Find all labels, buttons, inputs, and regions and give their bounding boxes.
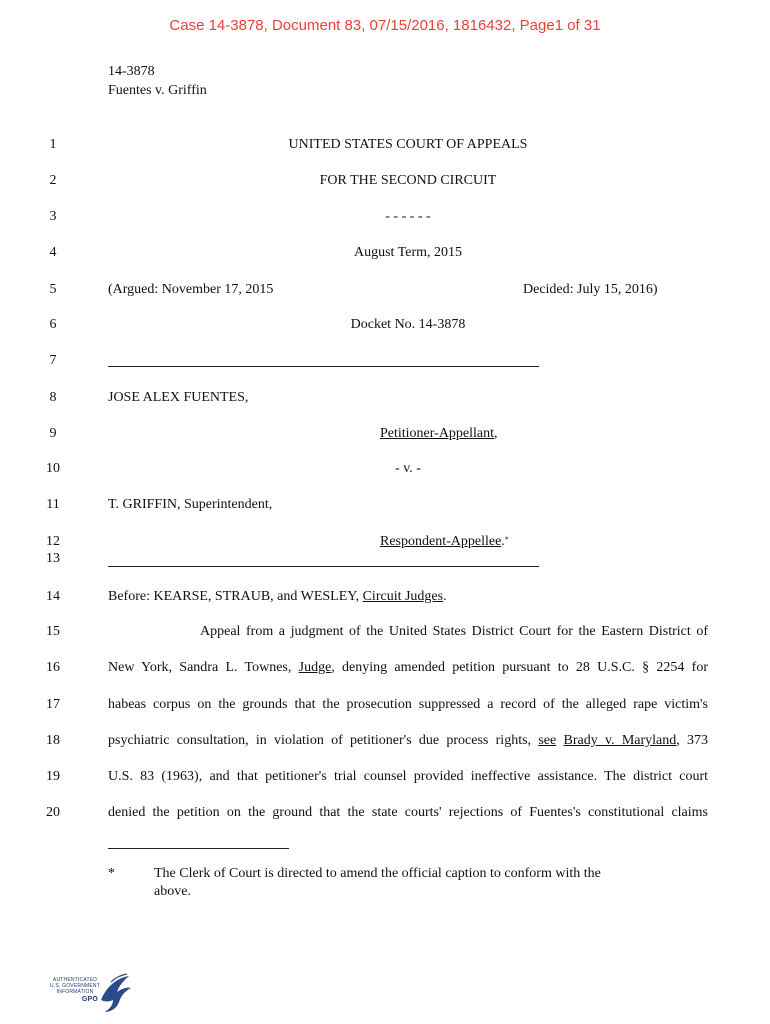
petitioner-role-label: Petitioner-Appellant <box>380 426 495 441</box>
line-number: 7 <box>49 353 57 368</box>
line-number: 11 <box>46 497 60 512</box>
court-name: UNITED STATES COURT OF APPEALS <box>288 137 528 152</box>
line-number: 2 <box>49 173 57 188</box>
docket-number: Docket No. 14-3878 <box>350 317 466 332</box>
body-line-16-a: New York, Sandra L. Townes, <box>108 660 299 675</box>
seal-line-4: GPO <box>81 996 99 1003</box>
brady-citation: Brady v. Maryland <box>563 733 677 748</box>
court-circuit: FOR THE SECOND CIRCUIT <box>319 173 497 188</box>
petitioner-role-punct: , <box>494 426 498 441</box>
line-number: 19 <box>46 769 60 784</box>
line-number: 16 <box>46 660 60 675</box>
panel-suffix: . <box>443 589 447 604</box>
footnote-rule <box>108 848 289 849</box>
see-signal: see <box>538 733 557 748</box>
body-line-16 <box>108 660 708 676</box>
line-number: 9 <box>49 426 57 441</box>
line-number: 3 <box>49 209 57 224</box>
panel-judges-label: Circuit Judges <box>362 589 444 604</box>
case-header-stamp: Case 14-3878, Document 83, 07/15/2016, 1816432, Page1 of 31 <box>169 17 601 34</box>
body-line-18-b: , 373 <box>676 733 709 748</box>
caption-top-rule <box>108 366 539 367</box>
respondent-role <box>380 534 509 550</box>
body-line-18 <box>108 733 708 749</box>
respondent-role-label: Respondent-Appellee <box>380 534 502 549</box>
petitioner-role <box>380 426 498 442</box>
line-number: 4 <box>49 245 57 260</box>
line-number: 6 <box>49 317 57 332</box>
line-number: 12 <box>46 534 60 549</box>
body-line-17: habeas corpus on the grounds that the prosecution suppressed a record of the alleged rape victim's <box>108 697 708 712</box>
caption-docket: 14-3878 <box>108 64 155 79</box>
heading-separator: - - - - - - <box>385 209 431 224</box>
footnote-line-2: above. <box>154 884 191 899</box>
caption-bottom-rule <box>108 566 539 567</box>
panel-prefix: Before: KEARSE, STRAUB, and WESLEY, <box>108 589 363 604</box>
gpo-authentication-seal <box>45 972 135 1016</box>
line-number: 14 <box>46 589 60 604</box>
court-term: August Term, 2015 <box>353 245 463 260</box>
line-number: 17 <box>46 697 60 712</box>
judge-label: Judge <box>298 660 332 675</box>
line-number: 20 <box>46 805 60 820</box>
panel-line <box>108 589 447 605</box>
body-line-15: Appeal from a judgment of the United States District Court for the Eastern District of <box>200 624 708 639</box>
line-number: 5 <box>49 282 57 297</box>
gpo-eagle-icon <box>97 972 133 1014</box>
respondent-name: T. GRIFFIN, Superintendent, <box>108 497 273 512</box>
body-line-20: denied the petition on the ground that the state courts' rejections of Fuentes's constitutional claims <box>108 805 708 820</box>
line-number: 15 <box>46 624 60 639</box>
footnote-reference: * <box>504 535 509 544</box>
line-number: 10 <box>46 461 60 476</box>
respondent-role-punct: . <box>501 534 505 549</box>
body-line-19: U.S. 83 (1963), and that petitioner's trial counsel provided ineffective assistance. The district court <box>108 769 708 784</box>
footnote-line-1: The Clerk of Court is directed to amend the official caption to conform with the <box>154 866 601 881</box>
line-number: 8 <box>49 390 57 405</box>
decided-date: Decided: July 15, 2016) <box>523 282 658 297</box>
footnote-mark: * <box>108 866 115 881</box>
argued-date: (Argued: November 17, 2015 <box>108 282 274 297</box>
seal-line-1: AUTHENTICATED <box>52 977 98 983</box>
petitioner-name: JOSE ALEX FUENTES, <box>108 390 249 405</box>
caption-short-title: Fuentes v. Griffin <box>108 83 207 98</box>
body-line-18-a: psychiatric consultation, in violation of petitioner's due process rights, <box>108 733 539 748</box>
versus: - v. - <box>395 461 421 476</box>
line-number: 13 <box>46 551 60 566</box>
seal-line-2: U.S. GOVERNMENT <box>50 983 100 989</box>
line-number: 18 <box>46 733 60 748</box>
line-number: 1 <box>49 137 57 152</box>
seal-line-3: INFORMATION <box>56 989 94 995</box>
body-line-16-b: , denying amended petition pursuant to 28 U.S.C. § 2254 for <box>331 660 708 675</box>
